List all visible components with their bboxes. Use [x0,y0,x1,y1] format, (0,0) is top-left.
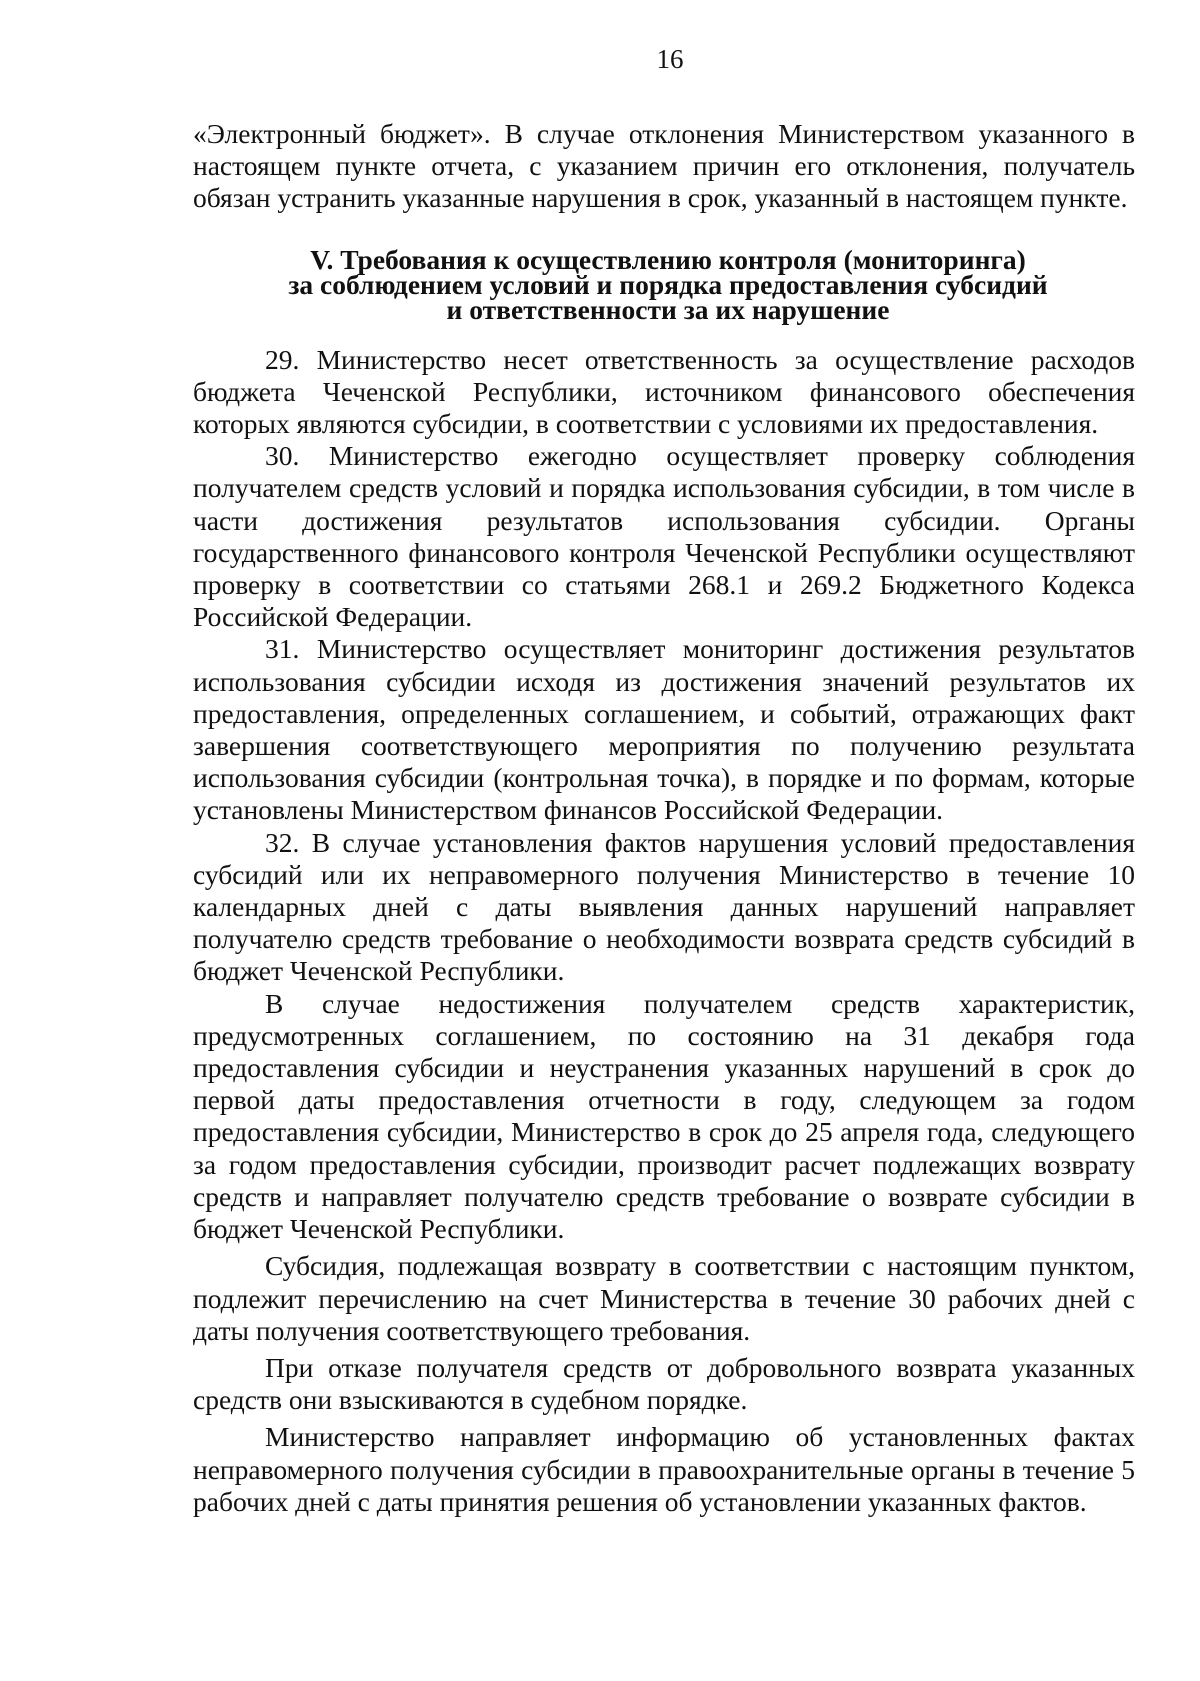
paragraph-30: 30. Министерство ежегодно осуществляет проверку соблюдения получателем средств условий и порядка использования субсидии, в том числе в части достижения результатов использования субсидии. Органы государственного финансового контроля Чеченской Республики осуществляют проверку в соответствии со статьями 268.1 и 269.2 Бюджетного Кодекса Российской Федерации. [193,440,1135,633]
paragraph-32: 32. В случае установления фактов нарушения условий предоставления субсидий или их неправомерного получения Министерство в течение 10 календарных дней с даты выявления данных нарушений направляет получателю средств требование о необходимости возврата средств субсидий в бюджет Чеченской Республики. [193,826,1135,987]
paragraph-29: 29. Министерство несет ответственность за осуществление расходов бюджета Чеченской Республики, источником финансового обеспечения которых являются субсидии, в соответствии с условиями их предоставления. [193,343,1135,440]
section-heading-line: и ответственности за их нарушение [446,293,890,325]
page-number: 16 [656,44,684,74]
paragraph-31: 31. Министерство осуществляет мониторинг достижения результатов использования субсидии исходя из достижения значений результатов их предоставления, определенных соглашением, и событий, отражающих факт завершения соответствующего мероприятия по получению результата использования субсидии (контрольная точка), в порядке и по формам, которые установлены Министерством финансов Российской Федерации. [193,633,1135,826]
section-heading-line: за соблюдением условий и порядка предоставления субсидий [288,268,1048,300]
intro-paragraph: «Электронный бюджет». В случае отклонения Министерством указанного в настоящем пункте отчета, с указанием причин его отклонения, получатель обязан устранить указанные нарушения в срок, указанный в настоящем пункте. [193,118,1135,214]
paragraph-32-court-recovery: При отказе получателя средств от добровольного возврата указанных средств они взыскиваются в судебном порядке. [193,1351,1135,1416]
section-heading [193,243,1135,325]
paragraph-32-law-enforcement: Министерство направляет информацию об установленных фактах неправомерного получения субсидии в правоохранительные органы в течение 5 рабочих дней с даты принятия решения об установлении указанных фактов. [193,1421,1135,1517]
paragraph-32-nonachievement: В случае недостижения получателем средств характеристик, предусмотренных соглашением, по состоянию на 31 декабря года предоставления субсидии и неустранения указанных нарушений в срок до первой даты предоставления отчетности в году, следующем за годом предоставления субсидии, Министерство в срок до 25 апреля года, следующего за годом предоставления субсидии, производит расчет подлежащих возврату средств и направляет получателю средств требование о возврате субсидии в бюджет Чеченской Республики. [193,987,1135,1245]
section-heading-line: V. Требования к осуществлению контроля (мониторинга) [310,243,1026,275]
paragraph-32-return-term: Субсидия, подлежащая возврату в соответствии с настоящим пунктом, подлежит перечислению на счет Министерства в течение 30 рабочих дней с даты получения соответствующего требования. [193,1250,1135,1346]
document-body [193,118,1135,1518]
